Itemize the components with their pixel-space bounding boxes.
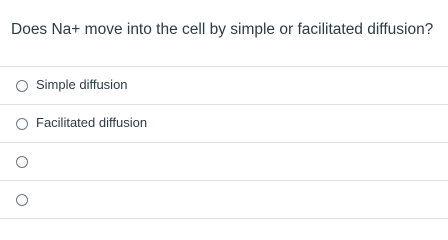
answer-option-facilitated-diffusion[interactable] (0, 105, 448, 143)
radio-button[interactable] (16, 118, 28, 130)
answer-label: Simple diffusion (36, 77, 128, 92)
answer-label: Facilitated diffusion (36, 115, 148, 130)
radio-button[interactable] (16, 80, 28, 92)
radio-button[interactable] (16, 194, 28, 206)
answer-option-4[interactable] (0, 181, 448, 219)
answer-list (0, 66, 448, 219)
answer-option-3[interactable] (0, 143, 448, 181)
question-text: Does Na+ move into the cell by simple or facilitated diffusion? (11, 21, 434, 38)
radio-button[interactable] (16, 156, 28, 168)
answer-option-simple-diffusion[interactable] (0, 67, 448, 105)
